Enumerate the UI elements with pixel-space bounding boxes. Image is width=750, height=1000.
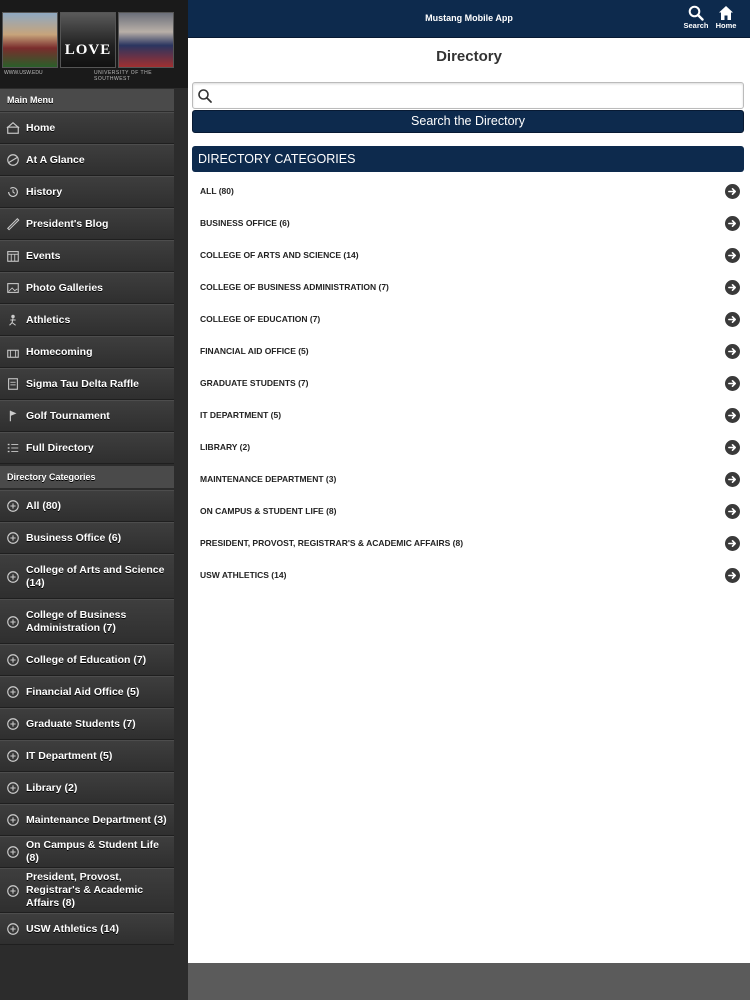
category-icon <box>5 716 21 732</box>
sidebar-item-label: Sigma Tau Delta Raffle <box>26 377 139 390</box>
arrow-right-icon <box>725 344 740 359</box>
category-label: COLLEGE OF ARTS AND SCIENCE (14) <box>200 250 359 260</box>
sidebar-item-label: History <box>26 185 63 198</box>
sidebar-category-business-office-6[interactable] <box>0 522 174 554</box>
sidebar-item-full-directory[interactable] <box>0 432 174 464</box>
banner-url: WWW.USW.EDU <box>4 70 43 76</box>
main-menu-header: Main Menu <box>0 89 174 111</box>
sidebar-category-college-of-business-administration-7[interactable] <box>0 599 174 644</box>
sidebar-item-label: Athletics <box>26 313 71 326</box>
directory-categories-header: DIRECTORY CATEGORIES <box>192 146 744 172</box>
home-button-top[interactable] <box>710 5 742 35</box>
sidebar-item-label: College of Business Administration (7) <box>26 608 127 634</box>
arrow-right-icon <box>725 440 740 455</box>
category-row[interactable] <box>192 304 744 334</box>
arrow-right-icon <box>725 376 740 391</box>
home-label: Home <box>715 21 737 30</box>
sidebar-category-graduate-students-7[interactable] <box>0 708 174 740</box>
arrow-right-icon <box>725 280 740 295</box>
category-label: COLLEGE OF BUSINESS ADMINISTRATION (7) <box>200 282 389 292</box>
directory-search-box[interactable] <box>192 82 744 109</box>
category-label: ON CAMPUS & STUDENT LIFE (8) <box>200 506 337 516</box>
sidebar-item-sigma-tau-delta-raffle[interactable] <box>0 368 174 400</box>
blog-icon <box>5 216 21 232</box>
category-icon <box>5 748 21 764</box>
category-icon <box>5 812 21 828</box>
category-label: GRADUATE STUDENTS (7) <box>200 378 309 388</box>
sidebar-category-usw-athletics-14[interactable] <box>0 913 174 945</box>
banner-love-text: LOVE <box>64 42 112 58</box>
globe-icon <box>5 152 21 168</box>
sidebar-category-all-80[interactable] <box>0 490 174 522</box>
sidebar-item-events[interactable] <box>0 240 174 272</box>
sidebar-item-label: Library (2) <box>26 781 78 794</box>
sidebar-item-label: USW Athletics (14) <box>26 922 119 935</box>
category-label: LIBRARY (2) <box>200 442 251 452</box>
directory-search-input[interactable] <box>215 85 735 106</box>
arrow-right-icon <box>725 216 740 231</box>
sidebar-item-label: College of Education (7) <box>26 653 147 666</box>
sidebar-category-college-of-arts-and-science-14[interactable] <box>0 554 174 599</box>
category-icon <box>5 614 21 630</box>
category-row[interactable] <box>192 464 744 494</box>
category-row[interactable] <box>192 432 744 462</box>
golf-icon <box>5 408 21 424</box>
sidebar-category-maintenance-department-3[interactable] <box>0 804 174 836</box>
top-bar <box>188 0 750 38</box>
category-row[interactable] <box>192 176 744 206</box>
category-label: BUSINESS OFFICE (6) <box>200 218 290 228</box>
sidebar-item-label: Graduate Students (7) <box>26 717 136 730</box>
category-label: PRESIDENT, PROVOST, REGISTRAR'S & ACADEMIC AFFAIRS (8) <box>200 538 464 548</box>
category-row[interactable] <box>192 496 744 526</box>
sidebar-category-library-2[interactable] <box>0 772 174 804</box>
sidebar-item-label: Events <box>26 249 61 262</box>
sidebar-category-on-campus-student-life-8[interactable] <box>0 836 174 868</box>
arrow-right-icon <box>725 472 740 487</box>
sidebar-item-athletics[interactable] <box>0 304 174 336</box>
calendar-icon <box>5 248 21 264</box>
arrow-right-icon <box>725 568 740 583</box>
sidebar-category-financial-aid-office-5[interactable] <box>0 676 174 708</box>
category-row[interactable] <box>192 560 744 590</box>
sidebar-item-home[interactable] <box>0 112 174 144</box>
photo-icon <box>5 280 21 296</box>
app-title: Mustang Mobile App <box>425 13 513 23</box>
search-icon <box>688 5 704 21</box>
sidebar-item-label: At A Glance <box>26 153 85 166</box>
category-label: FINANCIAL AID OFFICE (5) <box>200 346 309 356</box>
athletics-icon <box>5 312 21 328</box>
search-directory-button[interactable]: Search the Directory <box>192 110 744 133</box>
sidebar-item-label: College of Arts and Science (14) <box>26 563 165 589</box>
search-label: Search <box>683 21 709 30</box>
sidebar-item-label: President, Provost, Registrar's & Academic Affairs (8) <box>26 871 144 909</box>
homecoming-icon <box>5 344 21 360</box>
sidebar-item-homecoming[interactable] <box>0 336 174 368</box>
category-icon <box>5 530 21 546</box>
category-label: COLLEGE OF EDUCATION (7) <box>200 314 321 324</box>
arrow-right-icon <box>725 504 740 519</box>
category-icon <box>5 652 21 668</box>
sidebar-item-golf-tournament[interactable] <box>0 400 174 432</box>
category-row[interactable] <box>192 336 744 366</box>
category-row[interactable] <box>192 240 744 270</box>
home-icon <box>5 120 21 136</box>
search-icon <box>197 88 213 104</box>
sidebar-item-label: Home <box>26 121 56 134</box>
sidebar-item-label: Financial Aid Office (5) <box>26 685 140 698</box>
category-icon <box>5 569 21 585</box>
sidebar <box>0 0 188 1000</box>
category-icon <box>5 844 21 860</box>
category-icon <box>5 883 21 899</box>
arrow-right-icon <box>725 312 740 327</box>
category-row[interactable] <box>192 272 744 302</box>
arrow-right-icon <box>725 536 740 551</box>
sidebar-category-president-provost-registrar-s-academic-affairs-8[interactable] <box>0 868 174 913</box>
category-label: ALL (80) <box>200 186 234 196</box>
arrow-right-icon <box>725 184 740 199</box>
history-icon <box>5 184 21 200</box>
banner-photo-graduates <box>60 12 116 68</box>
sidebar-item-at-a-glance[interactable] <box>0 144 174 176</box>
category-row[interactable] <box>192 208 744 238</box>
sidebar-item-label: On Campus & Student Life (8) <box>26 839 160 864</box>
list-icon <box>5 440 21 456</box>
category-icon <box>5 921 21 937</box>
sidebar-category-it-department-5[interactable] <box>0 740 174 772</box>
banner-photo-softball <box>2 12 58 68</box>
banner <box>0 0 188 88</box>
sidebar-item-label: All (80) <box>26 499 62 512</box>
sidebar-item-label: Golf Tournament <box>26 409 110 422</box>
banner-photo-team <box>118 12 174 68</box>
sidebar-category-college-of-education-7[interactable] <box>0 644 174 676</box>
page-title: Directory <box>436 48 502 65</box>
category-row[interactable] <box>192 528 744 558</box>
sidebar-item-president-s-blog[interactable] <box>0 208 174 240</box>
home-icon <box>718 5 734 21</box>
category-icon <box>5 684 21 700</box>
category-icon <box>5 498 21 514</box>
search-button-top[interactable] <box>680 5 712 35</box>
raffle-icon <box>5 376 21 392</box>
category-label: IT DEPARTMENT (5) <box>200 410 282 420</box>
category-icon <box>5 780 21 796</box>
arrow-right-icon <box>725 408 740 423</box>
category-label: MAINTENANCE DEPARTMENT (3) <box>200 474 337 484</box>
category-label: USW ATHLETICS (14) <box>200 570 287 580</box>
sidebar-item-label: Business Office (6) <box>26 531 122 544</box>
footer-bar <box>188 963 750 1000</box>
sidebar-item-label: IT Department (5) <box>26 749 113 762</box>
sidebar-item-photo-galleries[interactable] <box>0 272 174 304</box>
arrow-right-icon <box>725 248 740 263</box>
category-row[interactable] <box>192 400 744 430</box>
directory-categories-sidebar-header: Directory Categories <box>0 466 174 488</box>
sidebar-item-label: President's Blog <box>26 217 109 230</box>
category-row[interactable] <box>192 368 744 398</box>
sidebar-item-history[interactable] <box>0 176 174 208</box>
sidebar-item-label: Photo Galleries <box>26 281 104 294</box>
sidebar-item-label: Maintenance Department (3) <box>26 813 167 826</box>
sidebar-item-label: Homecoming <box>26 345 93 358</box>
banner-university: UNIVERSITY OF THE SOUTHWEST <box>94 70 153 82</box>
sidebar-item-label: Full Directory <box>26 441 94 454</box>
